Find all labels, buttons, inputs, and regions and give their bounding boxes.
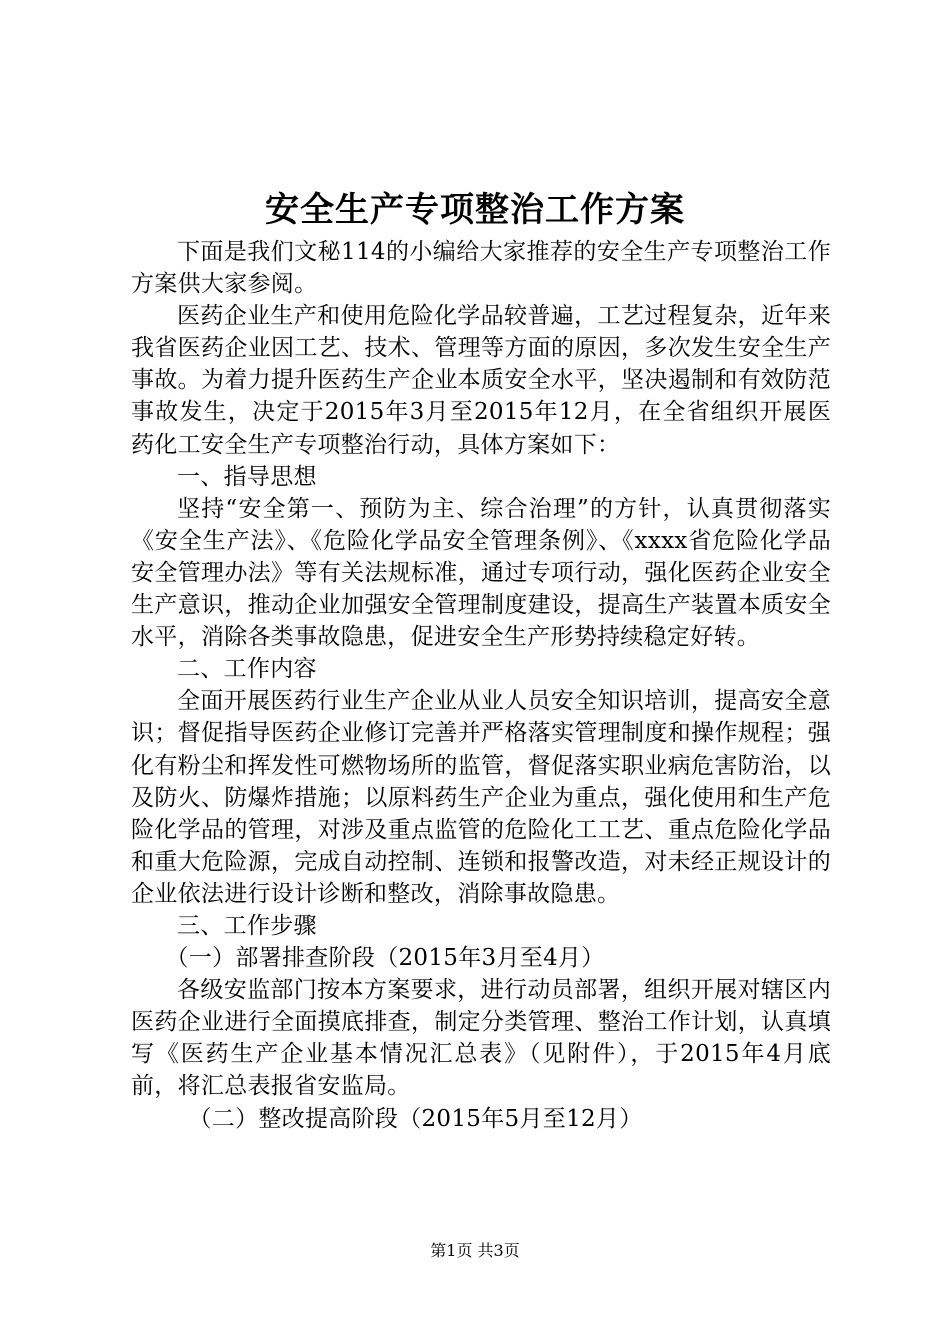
guiding-thought-paragraph: 坚持“安全第一、预防为主、综合治理”的方针，认真贯彻落实《安全生产法》、《危险化学品安全管理条例》、《xxxx省危险化学品安全管理办法》等有关法规标准，通过专项行动，强化医药企业安全生产意识，推动企业加强安全管理制度建设，提高生产装置本质安全水平，消除各类事故隐患，促进安全生产形势持续稳定好转。 <box>131 495 831 651</box>
step-one-paragraph: 各级安监部门按本方案要求，进行动员部署，组织开展对辖区内医药企业进行全面摸底排查，制定分类管理、整治工作计划，认真填写《医药生产企业基本情况汇总表》（见附件），于2015年4月底前，将汇总表报省安监局。 <box>131 977 831 1100</box>
section-heading-guiding-thought: 一、指导思想 <box>177 463 317 490</box>
document-title: 安全生产专项整治工作方案 <box>265 190 685 230</box>
step-two-heading: （二）整改提高阶段（2015年5月至12月） <box>188 1105 643 1132</box>
work-content-paragraph: 全面开展医药行业生产企业从业人员安全知识培训，提高安全意识；督促指导医药企业修订完善并严格落实管理制度和操作规程；强化有粉尘和挥发性可燃物场所的监管，督促落实职业病危害防治，以及防火、防爆炸措施；以原料药生产企业为重点，强化使用和生产危险化学品的管理，对涉及重点监管的危险化工工艺、重点危险化学品和重大危险源，完成自动控制、连锁和报警改造，对未经正规设计的企业依法进行设计诊断和整改，消除事故隐患。 <box>131 688 831 907</box>
page-footer: 第1页 共3页 <box>430 1241 520 1260</box>
section-heading-work-content: 二、工作内容 <box>177 656 317 683</box>
step-one-heading: （一）部署排查阶段（2015年3月至4月） <box>165 945 605 972</box>
section-heading-work-steps: 三、工作步骤 <box>177 912 317 939</box>
document-body <box>131 236 831 1135</box>
background-paragraph: 医药企业生产和使用危险化学品较普遍，工艺过程复杂，近年来我省医药企业因工艺、技术、管理等方面的原因，多次发生安全生产事故。为着力提升医药生产企业本质安全水平，坚决遏制和有效防范事故发生，决定于2015年3月至2015年12月，在全省组织开展医药化工安全生产专项整治行动，具体方案如下： <box>131 303 831 458</box>
intro-paragraph: 下面是我们文秘114的小编给大家推荐的安全生产专项整治工作方案供大家参阅。 <box>131 239 831 298</box>
